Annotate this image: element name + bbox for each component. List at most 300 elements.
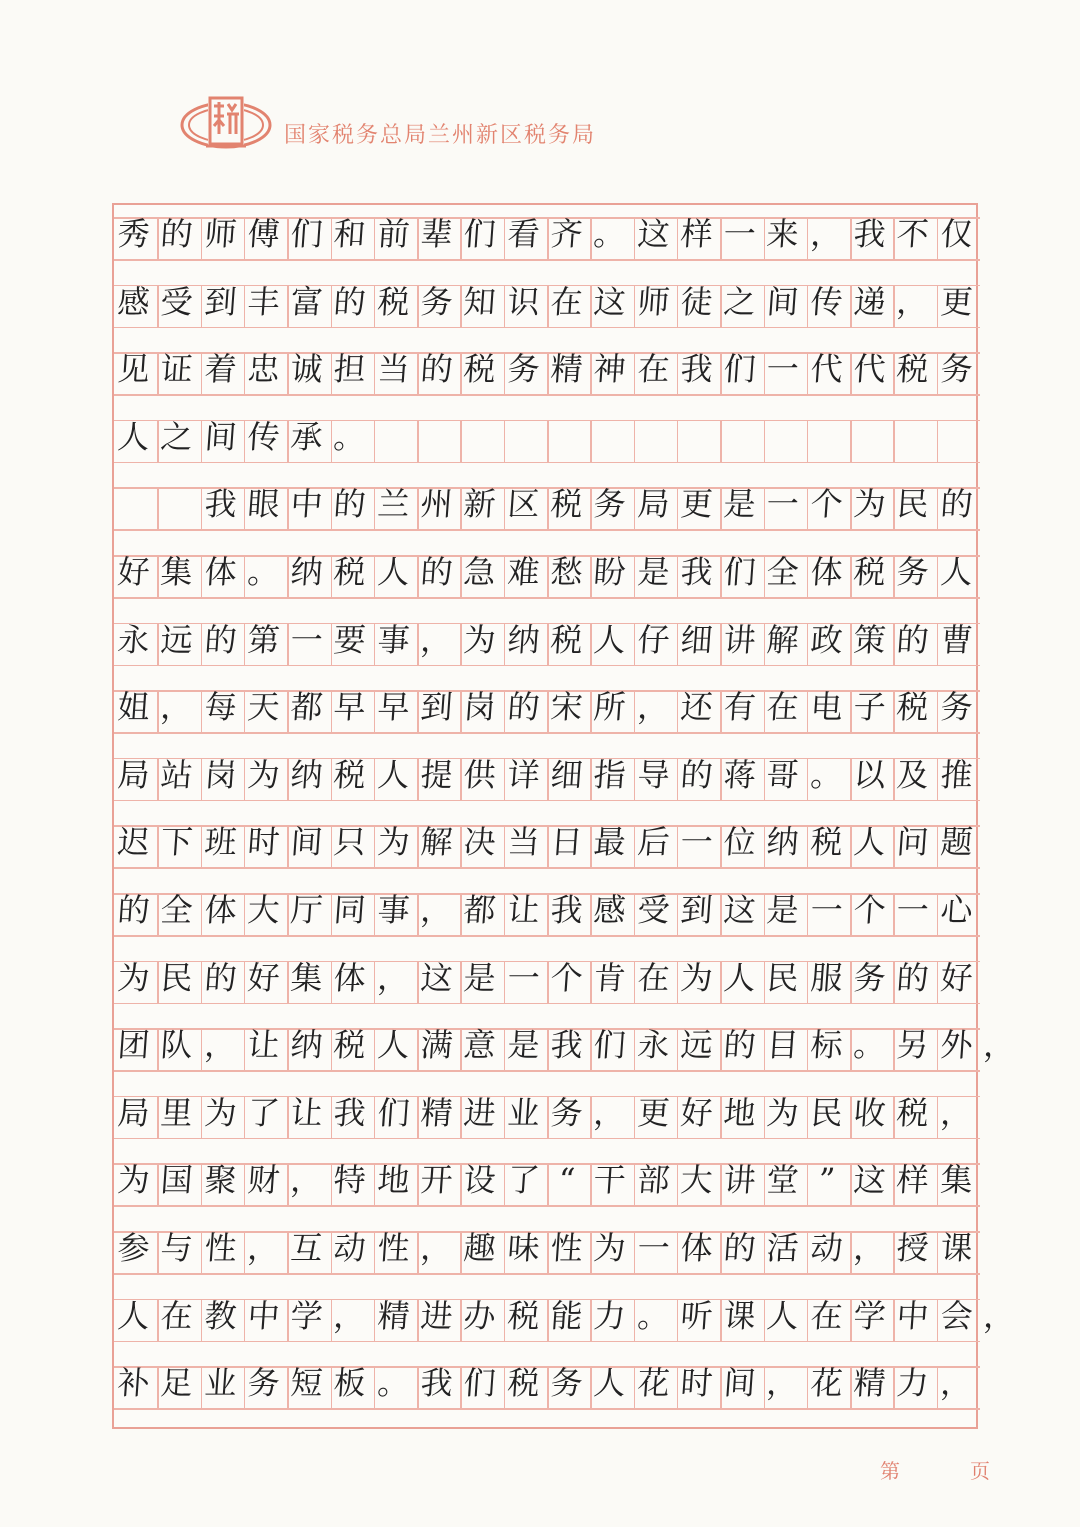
handwritten-character: 税: [332, 553, 368, 591]
text-line: [112, 281, 978, 323]
handwritten-character: 哥: [765, 755, 801, 794]
grid-line: [114, 665, 980, 667]
handwritten-character: 受: [635, 891, 671, 929]
handwritten-character: 感: [592, 891, 628, 929]
handwritten-character: 精: [549, 350, 584, 389]
handwritten-character: 补: [116, 1364, 151, 1403]
handwritten-character: 样: [679, 215, 714, 253]
handwritten-character: 人: [592, 1364, 628, 1403]
handwritten-character: 富: [289, 282, 325, 321]
handwritten-character: 愁: [549, 553, 584, 591]
handwritten-character: ”: [816, 1161, 836, 1200]
handwritten-character: 州: [419, 485, 455, 524]
organization-name: 国家税务总局兰州新区税务局: [284, 123, 597, 148]
handwritten-character: 地: [376, 1161, 411, 1200]
handwritten-character: 感: [116, 282, 151, 321]
handwritten-character: 导: [635, 755, 671, 794]
handwritten-character: 每: [202, 688, 238, 727]
grid-line: [114, 529, 980, 531]
handwritten-character: 曹: [938, 620, 974, 659]
handwritten-character: 班: [202, 823, 238, 862]
handwritten-character: 细: [549, 755, 584, 794]
handwritten-character: 体: [202, 553, 238, 591]
handwritten-character: 了: [505, 1161, 541, 1200]
handwritten-character: 这: [852, 1161, 888, 1200]
handwritten-character: 标: [809, 1026, 844, 1065]
handwritten-character: 授: [895, 1229, 931, 1267]
text-line: [112, 551, 978, 593]
handwritten-character: 远: [679, 1026, 714, 1065]
handwritten-character: 我: [679, 350, 714, 389]
handwritten-character: 互: [289, 1229, 325, 1267]
grid-line: [114, 1070, 980, 1072]
grid-line: [114, 935, 980, 937]
handwritten-character: 我: [549, 1026, 584, 1065]
handwritten-character: 区: [505, 485, 541, 524]
handwritten-character: 所: [592, 688, 628, 727]
handwritten-character: ，: [809, 215, 844, 253]
handwritten-character: 。: [809, 755, 844, 794]
text-line: [112, 1092, 978, 1134]
handwritten-character: 在: [549, 282, 584, 321]
handwritten-character: 让: [289, 1093, 325, 1132]
handwritten-character: 姐: [116, 688, 151, 727]
handwritten-character: 精: [852, 1364, 888, 1403]
handwritten-character: 日: [549, 823, 584, 862]
handwritten-character: 务: [419, 282, 455, 321]
handwritten-character: 我: [852, 215, 888, 253]
handwritten-character: 见: [116, 350, 151, 389]
handwritten-character: 都: [289, 688, 325, 727]
handwritten-character: 兰: [376, 485, 411, 524]
handwritten-character: 人: [376, 755, 411, 794]
handwritten-character: 好: [246, 958, 281, 997]
handwritten-character: 。: [376, 1364, 411, 1403]
handwritten-character: 还: [679, 688, 714, 727]
handwritten-character: 一: [809, 891, 844, 929]
handwritten-character: 财: [246, 1161, 281, 1200]
handwritten-character: 个: [852, 891, 888, 929]
handwritten-character: 为: [116, 958, 151, 997]
handwritten-character: 间: [202, 417, 238, 456]
handwritten-character: 的: [202, 620, 238, 659]
handwritten-character: “: [557, 1161, 577, 1200]
handwritten-character: 我: [549, 891, 584, 929]
handwritten-character: 前: [376, 215, 411, 253]
handwritten-character: 解: [765, 620, 801, 659]
handwritten-character: 们: [376, 1093, 411, 1132]
handwritten-character: 仅: [938, 215, 974, 253]
handwritten-character: 里: [159, 1093, 195, 1132]
grid-line: [114, 867, 980, 869]
handwritten-character: 。: [592, 215, 628, 253]
handwritten-character: 提: [419, 755, 455, 794]
handwritten-character: 税: [505, 1296, 541, 1335]
handwritten-character: 外: [938, 1026, 974, 1065]
handwritten-character: 税: [376, 282, 411, 321]
handwritten-character: 体: [679, 1229, 714, 1267]
handwritten-character: 局: [635, 485, 671, 524]
handwritten-character: 在: [765, 688, 801, 727]
handwritten-character: 策: [852, 620, 888, 659]
handwritten-character: 为: [765, 1093, 801, 1132]
handwritten-character: 国: [159, 1161, 195, 1200]
handwritten-character: [111, 483, 157, 525]
handwritten-character: 干: [592, 1161, 628, 1200]
handwritten-character: 是: [462, 958, 498, 997]
handwritten-character: 远: [159, 620, 195, 659]
handwritten-character: 能: [549, 1296, 584, 1335]
handwritten-character: 眼: [246, 485, 281, 524]
handwritten-character: 税: [505, 1364, 541, 1403]
handwritten-character: 都: [462, 891, 498, 929]
handwritten-character: 队: [159, 1026, 195, 1065]
handwritten-character: ，: [419, 1229, 455, 1267]
handwritten-character: 样: [895, 1161, 931, 1200]
handwritten-character: 为: [679, 958, 714, 997]
handwritten-character: 。: [852, 1026, 888, 1065]
handwritten-character: 代: [852, 350, 888, 389]
handwritten-character: 到: [202, 282, 238, 321]
handwritten-character: 让: [246, 1026, 281, 1065]
grid-line: [114, 462, 980, 464]
handwritten-character: 辈: [419, 215, 455, 253]
handwritten-character: 动: [809, 1229, 844, 1267]
handwritten-character: 岗: [202, 755, 238, 794]
handwritten-character: 子: [852, 688, 888, 727]
handwritten-character: 同: [332, 891, 368, 929]
handwritten-character: 仔: [635, 620, 671, 659]
text-line: [112, 1362, 978, 1404]
handwritten-character: 税: [549, 485, 584, 524]
handwritten-character: 师: [635, 282, 671, 321]
handwritten-character: 人: [938, 553, 974, 591]
handwritten-character: 之: [159, 417, 195, 456]
handwritten-character: 神: [592, 350, 628, 389]
handwritten-character: 为: [202, 1093, 238, 1132]
handwritten-character: ，: [159, 688, 195, 727]
handwritten-character: 为: [116, 1161, 151, 1200]
handwritten-character: 推: [938, 755, 974, 794]
handwritten-character: 短: [289, 1364, 325, 1403]
handwritten-character: [154, 483, 200, 525]
handwritten-character: 全: [159, 891, 195, 929]
handwritten-character: 第: [246, 620, 281, 659]
handwritten-character: 力: [592, 1296, 628, 1335]
handwritten-character: 听: [679, 1296, 714, 1335]
handwritten-character: 局: [116, 755, 151, 794]
handwritten-character: 我: [419, 1364, 455, 1403]
handwritten-character: 人: [722, 958, 758, 997]
handwritten-character: 迟: [116, 823, 151, 862]
handwritten-character: 部: [635, 1161, 671, 1200]
handwritten-character: 一: [635, 1229, 671, 1267]
handwritten-character: 们: [289, 215, 325, 253]
handwritten-character: 厅: [289, 891, 325, 929]
handwritten-character: 承: [289, 417, 325, 456]
handwritten-character: 是: [722, 485, 758, 524]
handwritten-character: 体: [202, 891, 238, 929]
grid-line: [114, 597, 980, 599]
handwritten-character: 更: [938, 282, 974, 321]
handwritten-character: 下: [159, 823, 195, 862]
handwritten-character: 急: [462, 553, 498, 591]
handwritten-character: 意: [462, 1026, 498, 1065]
handwritten-character: ，: [765, 1364, 801, 1403]
handwritten-character: 难: [505, 553, 541, 591]
handwritten-character: 宋: [549, 688, 584, 727]
handwritten-character: 中: [289, 485, 325, 524]
handwritten-character: 设: [462, 1161, 498, 1200]
handwritten-character: 精: [419, 1093, 455, 1132]
handwritten-character: 永: [635, 1026, 671, 1065]
handwritten-character: 业: [202, 1364, 238, 1403]
handwritten-character: 目: [765, 1026, 801, 1065]
handwritten-character: 们: [722, 350, 758, 389]
handwritten-character: 为: [246, 755, 281, 794]
handwritten-character: ，: [938, 1093, 974, 1132]
text-line: [112, 1227, 978, 1269]
handwritten-character: 中: [895, 1296, 931, 1335]
handwritten-character: 活: [765, 1229, 801, 1267]
handwritten-character: 了: [246, 1093, 281, 1132]
handwritten-character: 傅: [246, 215, 281, 253]
handwritten-character: 题: [938, 823, 974, 862]
handwritten-character: 味: [505, 1229, 541, 1267]
grid-line: [114, 1341, 980, 1343]
handwritten-character: 进: [419, 1296, 455, 1335]
handwritten-character: 只: [332, 823, 368, 862]
text-line: [112, 889, 978, 931]
handwritten-character: 齐: [549, 215, 584, 253]
grid-line: [114, 800, 980, 802]
handwritten-character: 在: [809, 1296, 844, 1335]
handwritten-character: 聚: [202, 1161, 238, 1200]
handwritten-character: 地: [722, 1093, 758, 1132]
handwritten-character: 税: [895, 1093, 931, 1132]
handwritten-character: 性: [549, 1229, 584, 1267]
grid-line: [114, 327, 980, 329]
handwritten-character: 一: [722, 215, 758, 253]
page-label-suffix: 页: [970, 1459, 990, 1483]
handwritten-character: 收: [852, 1093, 888, 1132]
handwritten-character: 一: [765, 350, 801, 389]
handwritten-character: ，: [592, 1093, 628, 1132]
handwritten-character: 后: [635, 823, 671, 862]
text-line: [112, 619, 978, 661]
handwritten-character: 新: [462, 485, 498, 524]
handwritten-character: 个: [809, 485, 844, 524]
text-line: [112, 1159, 978, 1201]
handwritten-character: 。: [635, 1296, 671, 1335]
handwritten-character: 好: [938, 958, 974, 997]
handwritten-character: 以: [852, 755, 888, 794]
handwritten-character: 更: [679, 485, 714, 524]
text-line: [112, 686, 978, 728]
text-line: [112, 416, 978, 458]
handwritten-character: 们: [462, 1364, 498, 1403]
handwritten-character: 局: [116, 1093, 151, 1132]
handwritten-character: ，: [635, 688, 671, 727]
handwritten-character: 这: [592, 282, 628, 321]
handwritten-character: 务: [549, 1364, 584, 1403]
handwritten-character: 体: [332, 958, 368, 997]
handwritten-character: 特: [332, 1161, 368, 1200]
handwritten-character: 时: [246, 823, 281, 862]
handwritten-character: 民: [765, 958, 801, 997]
handwritten-character: 税: [462, 350, 498, 389]
handwritten-character: 更: [635, 1093, 671, 1132]
handwritten-character: 决: [462, 823, 498, 862]
handwritten-character: 堂: [765, 1161, 801, 1200]
handwritten-character: 纳: [289, 553, 325, 591]
handwritten-character: 另: [895, 1026, 931, 1065]
handwritten-character: 的: [722, 1229, 758, 1267]
handwritten-character: 让: [505, 891, 541, 929]
handwritten-character: 是: [635, 553, 671, 591]
handwritten-character: 这: [722, 891, 758, 929]
handwritten-character: 的: [159, 215, 195, 253]
handwritten-character: 政: [809, 620, 844, 659]
handwritten-character: 的: [722, 1026, 758, 1065]
handwritten-character: ，: [289, 1161, 325, 1200]
handwritten-character: 天: [246, 688, 281, 727]
handwritten-character: 蒋: [722, 755, 758, 794]
text-line: [112, 1295, 1017, 1337]
handwritten-character: 当: [376, 350, 411, 389]
handwritten-character: 教: [202, 1296, 238, 1335]
handwritten-character: 要: [332, 620, 368, 659]
handwritten-character: 忠: [246, 350, 281, 389]
handwritten-character: 这: [635, 215, 671, 253]
handwritten-character: 人: [765, 1296, 801, 1335]
handwritten-character: 讲: [722, 1161, 758, 1200]
handwritten-character: 们: [722, 553, 758, 591]
handwritten-character: 到: [419, 688, 455, 727]
handwritten-character: 开: [419, 1161, 455, 1200]
handwritten-character: ，: [895, 282, 931, 321]
handwritten-character: 是: [765, 891, 801, 929]
handwritten-character: 在: [635, 350, 671, 389]
handwritten-character: 来: [765, 215, 801, 253]
handwritten-character: 业: [505, 1093, 541, 1132]
handwritten-character: 民: [159, 958, 195, 997]
handwritten-character: 这: [419, 958, 455, 997]
handwritten-character: 务: [938, 350, 974, 389]
handwritten-character: 供: [462, 755, 498, 794]
handwritten-character: 人: [852, 823, 888, 862]
handwritten-character: 体: [809, 553, 844, 591]
handwritten-character: 花: [809, 1364, 844, 1403]
page-label-prefix: 第: [880, 1459, 900, 1483]
handwritten-character: 当: [505, 823, 541, 862]
text-line: [112, 754, 978, 796]
handwritten-character: 会: [938, 1296, 974, 1335]
text-line: [112, 213, 978, 255]
handwritten-character: 一: [505, 958, 541, 997]
handwritten-character: 团: [116, 1026, 151, 1065]
handwritten-character: 时: [679, 1364, 714, 1403]
handwritten-character: 担: [332, 350, 368, 389]
handwritten-character: 们: [462, 215, 498, 253]
handwritten-character: 的: [938, 485, 974, 524]
handwritten-character: 一: [765, 485, 801, 524]
handwritten-character: 在: [635, 958, 671, 997]
handwritten-character: 间: [722, 1364, 758, 1403]
handwritten-character: 详: [505, 755, 541, 794]
text-line: [112, 821, 978, 863]
handwritten-character: 我: [679, 553, 714, 591]
handwritten-character: 受: [159, 282, 195, 321]
handwritten-character: ，: [938, 1364, 974, 1403]
handwritten-character: 着: [202, 350, 238, 389]
handwritten-character: 到: [679, 891, 714, 929]
handwritten-character: 板: [332, 1364, 368, 1403]
handwritten-character: 电: [809, 688, 844, 727]
handwritten-character: 务: [852, 958, 888, 997]
handwritten-character: 的: [116, 891, 151, 929]
handwritten-character: 满: [419, 1026, 455, 1065]
handwritten-character: 中: [246, 1296, 281, 1335]
handwritten-character: 学: [289, 1296, 325, 1335]
handwritten-character: 力: [895, 1364, 931, 1403]
handwritten-character: 诚: [289, 350, 325, 389]
handwritten-character: 参: [116, 1229, 151, 1267]
handwritten-character: 一: [895, 891, 931, 929]
handwritten-character: 不: [895, 215, 931, 253]
handwritten-character: 间: [765, 282, 801, 321]
handwritten-character: 个: [549, 958, 584, 997]
handwritten-character: 的: [332, 485, 368, 524]
handwritten-character: 问: [895, 823, 931, 862]
handwritten-character: 与: [159, 1229, 195, 1267]
tax-emblem-icon: [180, 92, 272, 158]
handwritten-character: 务: [592, 485, 628, 524]
handwritten-character: 看: [505, 215, 541, 253]
handwritten-character: 为: [462, 620, 498, 659]
handwritten-character: 精: [376, 1296, 411, 1335]
grid-line: [114, 1138, 980, 1140]
handwritten-character: 性: [376, 1229, 411, 1267]
handwritten-character: 我: [202, 485, 238, 524]
handwritten-character: 一: [679, 823, 714, 862]
handwritten-character: 徒: [679, 282, 714, 321]
handwritten-character: 肯: [592, 958, 628, 997]
handwritten-character: 永: [116, 620, 151, 659]
grid-line: [114, 1273, 980, 1275]
handwritten-character: 务: [246, 1364, 281, 1403]
handwritten-character: 及: [895, 755, 931, 794]
handwritten-character: 有: [722, 688, 758, 727]
handwritten-character: 课: [938, 1229, 974, 1267]
handwritten-character: 集: [289, 958, 325, 997]
handwritten-character: 民: [895, 485, 931, 524]
handwritten-character: 传: [246, 417, 281, 456]
handwritten-character: 的: [679, 755, 714, 794]
handwritten-character: 的: [895, 958, 931, 997]
handwritten-character: 代: [809, 350, 844, 389]
handwritten-character: 性: [202, 1229, 238, 1267]
handwritten-character: 人: [376, 553, 411, 591]
grid-line: [114, 1205, 980, 1207]
handwritten-character: 间: [289, 823, 325, 862]
text-line: [112, 348, 978, 390]
handwritten-character: 丰: [246, 282, 281, 321]
page-header: [180, 92, 820, 158]
handwritten-character: ，: [419, 891, 455, 929]
handwritten-character: 识: [505, 282, 541, 321]
handwritten-character: 传: [809, 282, 844, 321]
